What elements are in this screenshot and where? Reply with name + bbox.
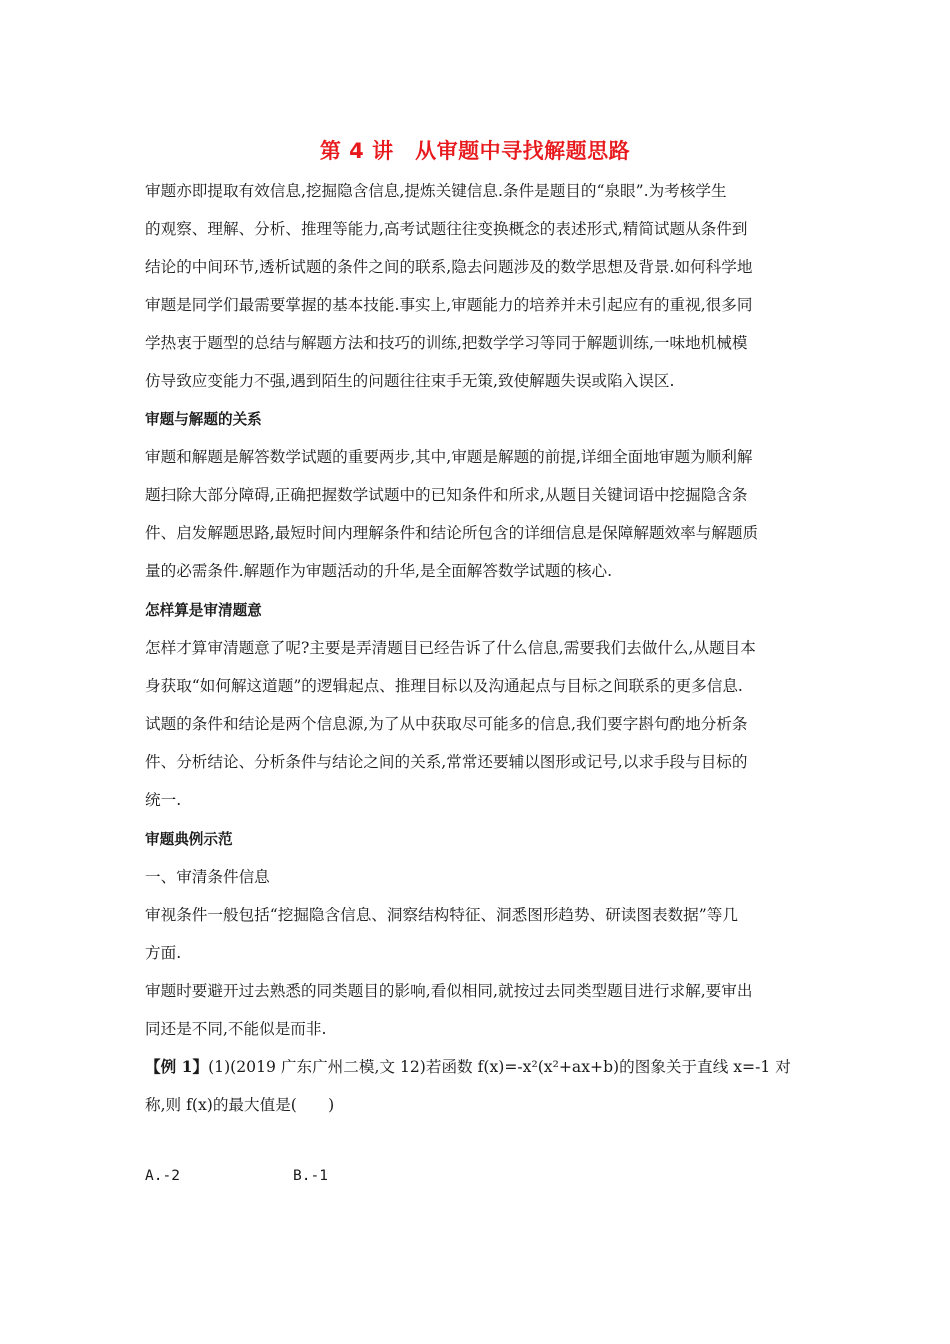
option-a: A.-2 bbox=[145, 1168, 180, 1184]
section-heading: 审题典例示范 bbox=[145, 831, 233, 848]
section2-line: 件、分析结论、分析条件与结论之间的关系,常常还要辅以图形或记号,以求手段与目标的 bbox=[145, 753, 748, 771]
intro-line: 的观察、理解、分析、推理等能力,高考试题往往变换概念的表述形式,精简试题从条件到 bbox=[145, 220, 748, 238]
intro-line: 审题是同学们最需要掌握的基本技能.事实上,审题能力的培养并未引起应有的重视,很多同 bbox=[145, 296, 753, 314]
section3-line: 同还是不同,不能似是而非. bbox=[145, 1020, 327, 1038]
example-line bbox=[145, 1057, 791, 1077]
section3-line: 审题时要避开过去熟悉的同类题目的影响,看似相同,就按过去同类型题目进行求解,要审出 bbox=[145, 982, 753, 1000]
section2-line: 试题的条件和结论是两个信息源,为了从中获取尽可能多的信息,我们要字斟句酌地分析条 bbox=[145, 715, 748, 733]
section-heading: 审题与解题的关系 bbox=[145, 411, 262, 428]
section-heading: 怎样算是审清题意 bbox=[145, 602, 262, 619]
section3-line: 审视条件一般包括“挖掘隐含信息、洞察结构特征、洞悉图形趋势、研读图表数据”等几 bbox=[145, 906, 738, 924]
section1-line: 审题和解题是解答数学试题的重要两步,其中,审题是解题的前提,详细全面地审题为顺利解 bbox=[145, 448, 753, 466]
section2-line: 怎样才算审清题意了呢?主要是弄清题目已经告诉了什么信息,需要我们去做什么,从题目本 bbox=[145, 639, 756, 657]
section3-line: 方面. bbox=[145, 944, 182, 962]
section1-line: 件、启发解题思路,最短时间内理解条件和结论所包含的详细信息是保障解题效率与解题质 bbox=[145, 524, 759, 542]
page-title: 第 4 讲 从审题中寻找解题思路 bbox=[319, 139, 631, 163]
example-text: (1)(2019 广东广州二模,文 12)若函数 f(x)=-x²(x²+ax+b)的图象关于直线 x=-1 对 bbox=[208, 1058, 791, 1076]
option-b: B.-1 bbox=[293, 1168, 328, 1184]
intro-line: 审题亦即提取有效信息,挖掘隐含信息,提炼关键信息.条件是题目的“泉眼”.为考核学生 bbox=[145, 182, 727, 200]
section1-line: 题扫除大部分障碍,正确把握数学试题中的已知条件和所求,从题目关键词语中挖掘隐含条 bbox=[145, 486, 748, 504]
section-subheading: 一、审清条件信息 bbox=[145, 868, 270, 886]
intro-line: 结论的中间环节,透析试题的条件之间的联系,隐去问题涉及的数学思想及背景.如何科学地 bbox=[145, 258, 753, 276]
section2-line: 身获取“如何解这道题”的逻辑起点、推理目标以及沟通起点与目标之间联系的更多信息. bbox=[145, 677, 743, 695]
example-label: 【例 1】 bbox=[145, 1057, 209, 1076]
intro-line: 学热衷于题型的总结与解题方法和技巧的训练,把数学学习等同于解题训练,一味地机械模 bbox=[145, 334, 748, 352]
intro-line: 仿导致应变能力不强,遇到陌生的问题往往束手无策,致使解题失误或陷入误区. bbox=[145, 372, 675, 390]
section2-line: 统一. bbox=[145, 791, 182, 809]
section1-line: 量的必需条件.解题作为审题活动的升华,是全面解答数学试题的核心. bbox=[145, 562, 613, 580]
example-line-2: 称,则 f(x)的最大值是( ) bbox=[145, 1096, 335, 1114]
